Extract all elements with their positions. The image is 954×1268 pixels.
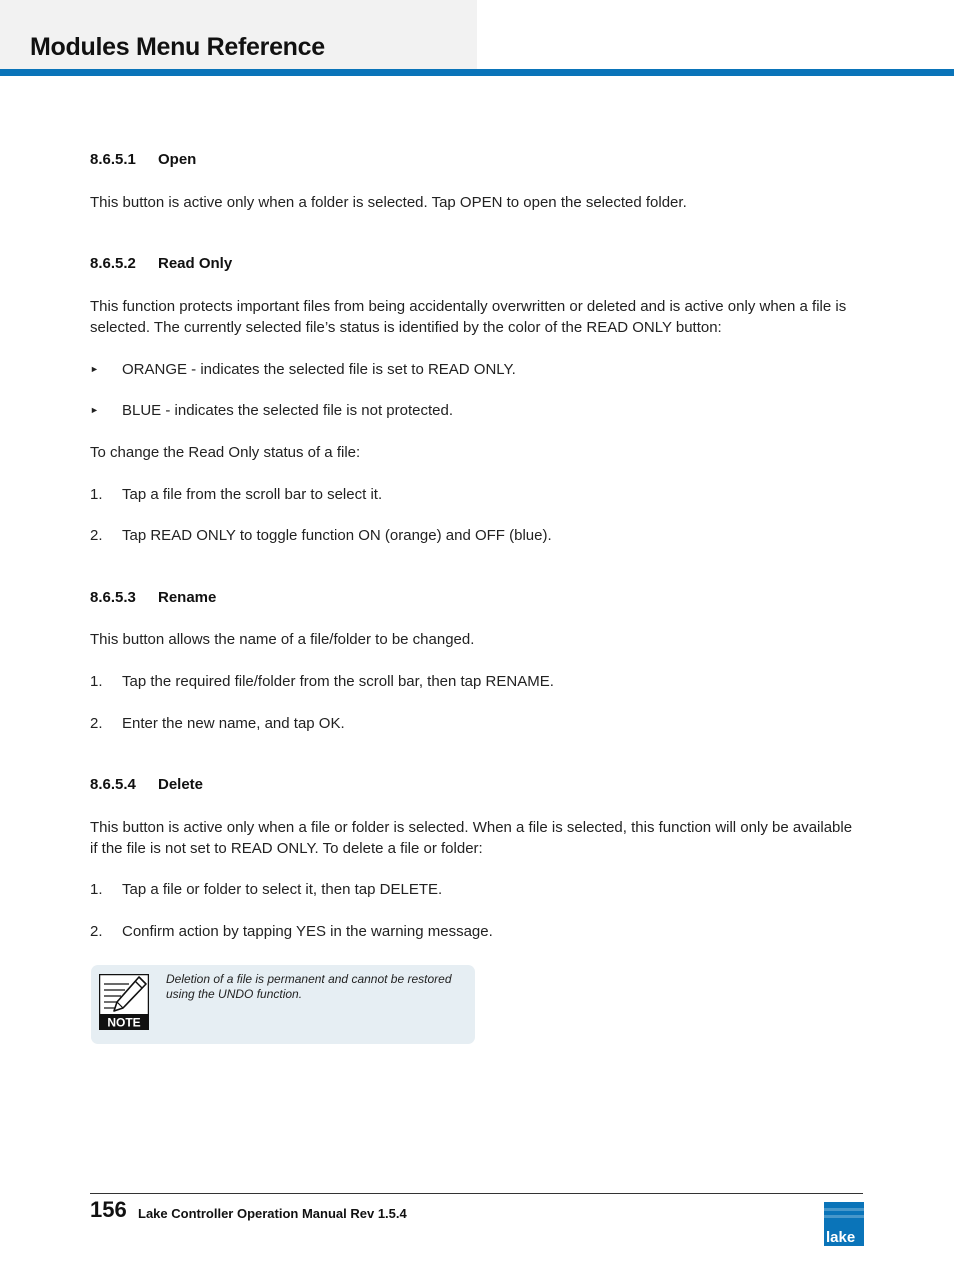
paragraph: To change the Read Only status of a file: bbox=[90, 444, 361, 461]
paragraph: This button allows the name of a file/folder to be changed. bbox=[90, 631, 475, 648]
list-item-text: Tap the required file/folder from the scroll bar, then tap RENAME. bbox=[122, 673, 554, 690]
section-title: Delete bbox=[158, 776, 204, 793]
section-title: Read Only bbox=[158, 255, 233, 272]
list-item-text: Tap a file or folder to select it, then tap DELETE. bbox=[122, 881, 443, 898]
bullet-triangle-icon: ► bbox=[90, 405, 99, 415]
list-item bbox=[90, 713, 860, 734]
section-number: 8.6.5.1 bbox=[90, 151, 136, 168]
list-item bbox=[90, 921, 860, 942]
list-item-text: ORANGE - indicates the selected file is set to READ ONLY. bbox=[122, 361, 516, 378]
list-item bbox=[90, 400, 860, 421]
list-item bbox=[90, 525, 860, 546]
paragraph: This button is active only when a file or folder is selected. When a file is selected, this function will only be available if the file is not set to READ ONLY. To delete a file or folder: bbox=[90, 819, 853, 857]
list-item bbox=[90, 671, 860, 692]
step-number: 1. bbox=[90, 486, 103, 503]
footer-title: Lake Controller Operation Manual Rev 1.5.4 bbox=[138, 1206, 407, 1221]
lake-logo bbox=[824, 1202, 864, 1246]
header-rule bbox=[0, 69, 954, 76]
section-number: 8.6.5.4 bbox=[90, 776, 136, 793]
section-heading-delete bbox=[90, 776, 203, 793]
list-item-text: BLUE - indicates the selected file is not protected. bbox=[122, 402, 454, 419]
note-callout bbox=[91, 965, 475, 1044]
section-heading-rename bbox=[90, 589, 216, 606]
list-item bbox=[90, 484, 860, 505]
paragraph: This function protects important files from being accidentally overwritten or deleted and is active only when a file is selected. The currently selected file’s status is identified by the color of the READ ONLY button: bbox=[90, 298, 847, 336]
list-item-text: Confirm action by tapping YES in the warning message. bbox=[122, 923, 493, 940]
list-item-text: Enter the new name, and tap OK. bbox=[122, 715, 345, 732]
list-item-text: Tap a file from the scroll bar to select it. bbox=[122, 486, 383, 503]
section-heading-open bbox=[90, 151, 196, 168]
note-text: Deletion of a file is permanent and cannot be restored using the UNDO function. bbox=[166, 972, 452, 1001]
section-title: Rename bbox=[158, 589, 217, 606]
step-number: 1. bbox=[90, 673, 103, 690]
section-number: 8.6.5.2 bbox=[90, 255, 136, 272]
bullet-triangle-icon: ► bbox=[90, 364, 99, 374]
section-heading-read-only bbox=[90, 255, 232, 272]
logo-text: lake bbox=[826, 1229, 856, 1246]
list-item bbox=[90, 879, 860, 900]
note-pencil-icon bbox=[99, 974, 149, 1030]
list-item-text: Tap READ ONLY to toggle function ON (orange) and OFF (blue). bbox=[122, 527, 552, 544]
section-title: Open bbox=[158, 151, 197, 168]
page-title: Modules Menu Reference bbox=[30, 33, 325, 61]
step-number: 1. bbox=[90, 881, 103, 898]
list-item bbox=[90, 359, 860, 380]
page-number: 156 bbox=[90, 1197, 127, 1222]
section-number: 8.6.5.3 bbox=[90, 589, 136, 606]
step-number: 2. bbox=[90, 715, 103, 732]
note-icon-label: NOTE bbox=[107, 1015, 141, 1030]
footer-rule bbox=[90, 1193, 863, 1194]
step-number: 2. bbox=[90, 527, 103, 544]
paragraph: This button is active only when a folder is selected. Tap OPEN to open the selected folder. bbox=[90, 194, 687, 211]
step-number: 2. bbox=[90, 923, 103, 940]
